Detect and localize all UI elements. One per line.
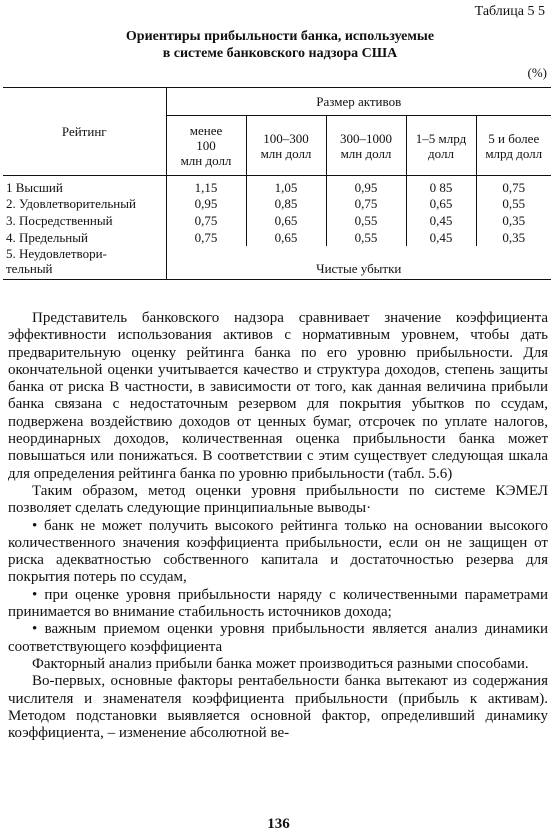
net-loss-cell: Чистые убытки: [166, 246, 551, 280]
table-cell: 0,85: [246, 195, 326, 212]
table-cell: 0,35: [476, 229, 551, 246]
table-title-line: в системе банковского надзора США: [162, 46, 398, 61]
rating-label-line: 5. Неудовлетвори-: [6, 246, 107, 261]
table-title-line: Ориентиры прибыльности банка, используемые: [125, 29, 435, 44]
header-line: млн долл: [180, 153, 232, 168]
table-cell: 0,55: [326, 212, 406, 229]
paragraph: Таким образом, метод оценки уровня прибыльности по системе КЭМЕЛ позволяет сделать следующие принципиальные выводы·: [8, 482, 548, 517]
table-cell: 0,95: [326, 176, 406, 196]
table-row: [3, 246, 551, 280]
table-row: [3, 229, 551, 246]
table-cell: 0,55: [326, 229, 406, 246]
header-line: млн долл: [260, 145, 312, 161]
header-line: 100: [196, 138, 216, 153]
paragraph: Представитель банковского надзора сравнивает значение коэффициента эффективности использования активов с нормативным уровнем, чтобы дать предварительную оценку рейтинга банка по его уровню прибыльности. Для окончательной оценки учитывается качество и структура доходов, степень защиты банка от риска В частности, в зависимости от того, как данная величина прибыли банка связана с недостаточным резервом для покрытия убытков по ссудам, подвержена воздействию доходов от ценных бумаг, отсрочек по уплате налогов, неординарных доходов, количественная оценка прибыльности банка может повышаться или понижаться. В соответствии с этим существует следующая шкала для определения рейтинга банка по уровню прибыльности (табл. 5.6): [8, 310, 548, 482]
paragraph: • банк не может получить высокого рейтинга только на основании высокого количественного значения коэффициента прибыльности, если он не защищен от риска адекватностью собственного капитала и достаточностью резерва для покрытия потерь по ссудам,: [8, 517, 548, 586]
table-cell: 0,65: [246, 229, 326, 246]
header-line: млн долл: [340, 145, 392, 161]
header-line: 5 и более: [488, 130, 540, 146]
rating-label: 2. Удовлетворительный: [6, 196, 136, 211]
header-size-col: [326, 116, 406, 176]
table-cell: 0,75: [476, 176, 551, 196]
table-cell: 1,05: [246, 176, 326, 196]
header-size-col: [166, 116, 246, 176]
header-asset-size: Размер активов: [166, 88, 551, 116]
header-size-col: [406, 116, 476, 176]
table-cell: 0,75: [326, 195, 406, 212]
table-cell: 0,45: [406, 212, 476, 229]
table-cell: 0 85: [406, 176, 476, 196]
table-cell: 0,45: [406, 229, 476, 246]
page-number: 136: [267, 816, 290, 832]
rating-label-line: тельный: [6, 261, 53, 276]
table-cell: 0,35: [476, 212, 551, 229]
body-text: [8, 310, 548, 742]
header-line: 100–300: [263, 130, 309, 146]
table-cell: 0,95: [166, 195, 246, 212]
header-line: долл: [428, 145, 454, 161]
header-line: млрд долл: [485, 145, 543, 161]
paragraph: • важным приемом оценки уровня прибыльности является анализ динамики соответствующего коэффициента: [8, 621, 548, 655]
table-row: [3, 176, 551, 196]
table-cell: 0,65: [406, 195, 476, 212]
rating-label: 1 Высший: [6, 180, 63, 195]
profitability-table: [3, 87, 551, 280]
rating-label: 3. Посредственный: [6, 213, 113, 228]
table-cell: 0,65: [246, 212, 326, 229]
header-size-col: [476, 116, 551, 176]
table-cell: 0,75: [166, 229, 246, 246]
rating-label: 4. Предельный: [6, 230, 88, 245]
table-cell: 0,55: [476, 195, 551, 212]
header-rating: Рейтинг: [3, 88, 166, 176]
table-number: Таблица 5 5: [474, 4, 545, 19]
paragraph: • при оценке уровня прибыльности наряду с количественными параметрами принимается во внимание стабильность источников дохода;: [8, 586, 548, 621]
table-cell: 1,15: [166, 176, 246, 196]
paragraph: Факторный анализ прибыли банка может производиться разными способами.: [32, 655, 529, 672]
header-line: 1–5 млрд: [415, 130, 467, 146]
header-size-col: [246, 116, 326, 176]
table-title: [60, 28, 500, 62]
table-row: [3, 195, 551, 212]
paragraph: Во-первых, основные факторы рентабельности банка вытекают из содержания числителя и знаменателя коэффициента прибыльности (прибыль к активам). Методом подстановки выявляется основной фактор, определивший динамику коэффициента, – изменение абсолютной ве-: [8, 673, 548, 742]
table-unit: (%): [527, 65, 547, 80]
header-line: менее: [189, 123, 223, 138]
rating-label: [3, 246, 166, 280]
header-line: 300–1000: [340, 130, 392, 146]
table-row: [3, 212, 551, 229]
table-cell: 0,75: [166, 212, 246, 229]
